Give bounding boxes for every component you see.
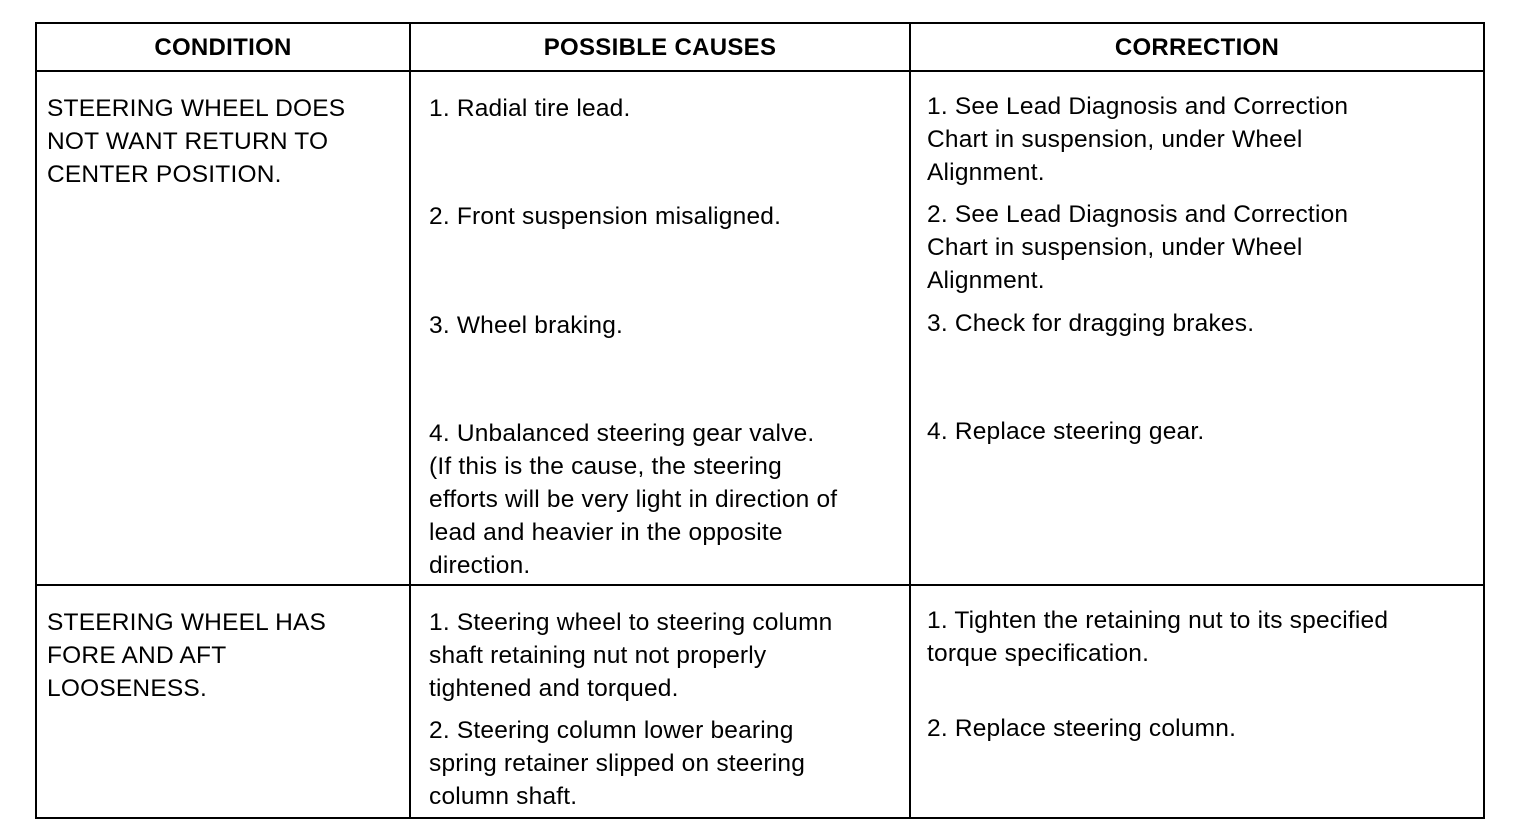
correction-1-3: 3. Check for dragging brakes. [927,310,1255,337]
cause-1-3: 3. Wheel braking. [429,312,624,339]
header-possible-causes: POSSIBLE CAUSES [543,34,777,61]
column-divider-2 [909,24,911,817]
cause-2-2: 2. Steering column lower bearing spring retainer slipped on steering column shaft. [429,717,806,810]
correction-2-2: 2. Replace steering column. [927,715,1237,742]
correction-1-4: 4. Replace steering gear. [927,418,1205,445]
cause-1-1: 1. Radial tire lead. [429,95,631,122]
column-divider-1 [409,24,411,817]
header-correction: CORRECTION [1114,34,1280,61]
condition-2: STEERING WHEEL HAS FORE AND AFT LOOSENESS. [47,609,327,702]
correction-2-1: 1. Tighten the retaining nut to its specified torque specification. [927,607,1389,667]
correction-1-1: 1. See Lead Diagnosis and Correction Chart in suspension, under Wheel Alignment. [927,93,1349,186]
cause-2-1: 1. Steering wheel to steering column shaft retaining nut not properly tightened and torqued. [429,609,833,702]
correction-1-2: 2. See Lead Diagnosis and Correction Chart in suspension, under Wheel Alignment. [927,201,1349,294]
row-divider [37,584,1483,586]
diagnosis-table [35,22,1485,819]
cause-1-2: 2. Front suspension misaligned. [429,203,782,230]
cause-1-4: 4. Unbalanced steering gear valve. (If this is the cause, the steering efforts will be very light in direction of lead and heavier in the opposite direction. [429,420,838,579]
condition-1: STEERING WHEEL DOES NOT WANT RETURN TO CENTER POSITION. [47,95,346,188]
header-condition: CONDITION [154,34,292,61]
